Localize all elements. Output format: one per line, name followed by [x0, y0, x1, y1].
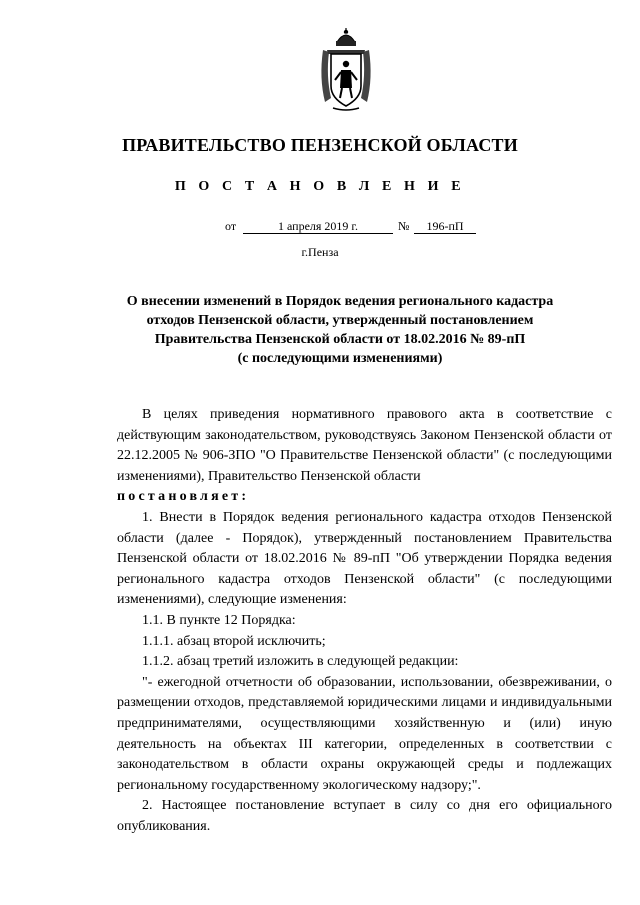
- date-prefix: от: [225, 219, 237, 233]
- item-2-paragraph: 2. Настоящее постановление вступает в силу со дня его официального опубликования.: [117, 798, 612, 834]
- quoted-text-paragraph: "- ежегодной отчетности об образовании, использовании, обезвреживании, о размещении отходов, представляемой юридическими лицами и индивидуальными предпринимателями, осуществляющими хозяйственную и (или) иную деятельность на объектах III категории, определенных в соответствии с законодательством в области охраны окружающей среды и подлежащих региональному государственному экологическому надзору;".: [117, 674, 612, 793]
- item-1-paragraph: 1. Внести в Порядок ведения регионального кадастра отходов Пензенской области (далее - Порядок), утвержденный постановлением Правительства Пензенской области от 18.02.2016 № 89-пП "Об утверждении Порядка ведения регионального кадастра отходов Пензенской области" (с последующими изменениями), следующие изменения:: [117, 509, 612, 608]
- decrees-word: постановляет:: [117, 489, 250, 505]
- subject-line: отходов Пензенской области, утвержденный постановлением: [146, 313, 534, 328]
- city: г.Пенза: [301, 245, 339, 259]
- item-1-1-2-paragraph: 1.1.2. абзац третий изложить в следующей редакции:: [142, 654, 459, 670]
- item-1-1-paragraph: 1.1. В пункте 12 Порядка:: [142, 612, 296, 628]
- preamble-paragraph: В целях приведения нормативного правового акта в соответствие с действующим законодательством, руководствуясь Законом Пензенской области от 22.12.2005 № 906-ЗПО "О Правительстве Пензенской области" (с последующими изменениями), Правительство Пензенской области: [117, 407, 612, 484]
- coat-of-arms-icon: [317, 28, 375, 112]
- item-1-1-1-paragraph: 1.1.1. абзац второй исключить;: [142, 633, 326, 649]
- government-title: ПРАВИТЕЛЬСТВО ПЕНЗЕНСКОЙ ОБЛАСТИ: [122, 135, 518, 155]
- document-subject: [60, 292, 620, 368]
- number-value: 196-пП: [414, 219, 476, 234]
- subject-line: О внесении изменений в Порядок ведения регионального кадастра: [126, 294, 554, 309]
- document-type: П О С Т А Н О В Л Е Н И Е: [174, 179, 466, 194]
- subject-line: Правительства Пензенской области от 18.02.2016 № 89-пП: [154, 332, 526, 347]
- document-body: [117, 405, 612, 837]
- date-value: 1 апреля 2019 г.: [243, 219, 393, 234]
- subject-line: (с последующими изменениями): [237, 351, 443, 366]
- number-prefix: №: [398, 219, 410, 233]
